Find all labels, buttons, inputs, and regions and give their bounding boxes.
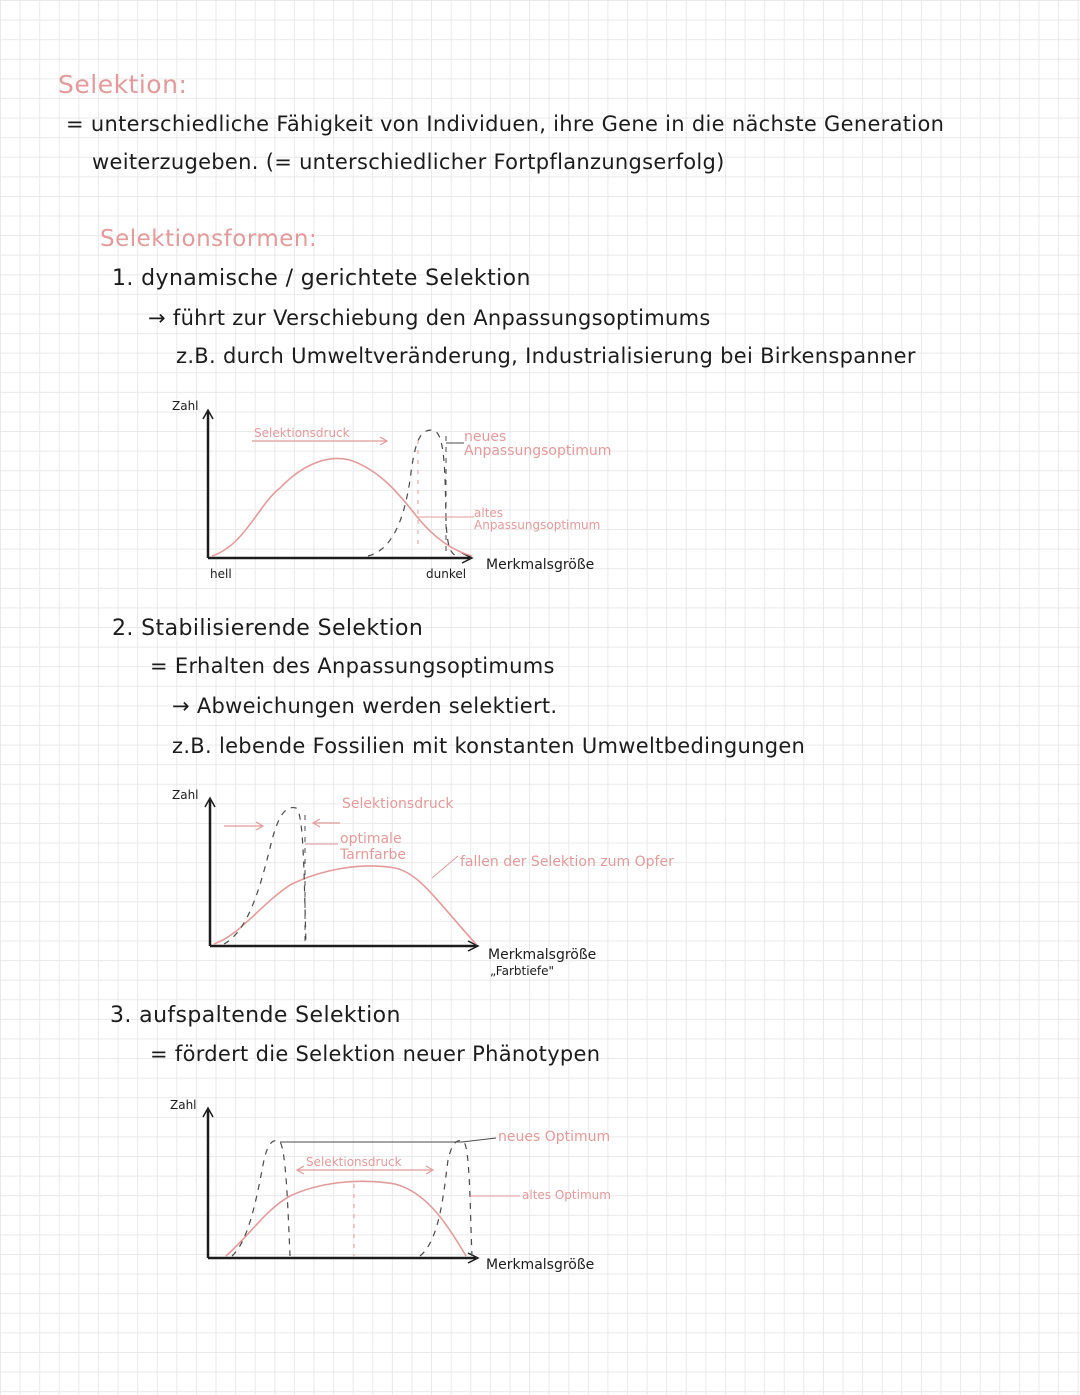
definition-line-1: = unterschiedliche Fähigkeit von Individuen, ihre Gene in die nächste Generation [66,112,945,136]
diagram-1-old-optimum-1: altes [474,506,504,520]
section-3-line-1: = fördert die Selektion neuer Phänotypen [150,1042,601,1066]
section-2-line-2: → Abweichungen werden selektiert. [172,694,558,718]
diagram-1-new-optimum-2: Anpassungsoptimum [464,443,612,459]
forms-heading: Selektionsformen: [100,226,318,252]
diagram-1-x-label: Merkmalsgröße [486,557,595,573]
diagram-1-new-optimum-1: neues [464,429,507,445]
section-2-line-3: z.B. lebende Fossilien mit konstanten Umweltbedingungen [172,734,806,758]
section-2-heading: 2. Stabilisierende Selektion [112,616,424,641]
diagram-3-old-curve [226,1181,466,1256]
diagram-3-old-optimum: altes Optimum [522,1188,611,1202]
diagram-2-optimal-2: Tarnfarbe [340,847,406,863]
diagram-1-y-label: Zahl [172,399,199,413]
diagram-2-x-label-1: Merkmalsgröße [488,947,597,963]
section-2-line-1: = Erhalten des Anpassungsoptimums [150,654,555,678]
definition-line-2: weiterzugeben. (= unterschiedlicher Fortpflanzungserfolg) [92,150,725,174]
diagram-3-left-peak [232,1141,290,1256]
diagram-1-x-left: hell [210,567,232,581]
section-3-heading: 3. aufspaltende Selektion [110,1003,401,1028]
diagram-1-x-right: dunkel [426,567,467,581]
diagram-2-optimal-1: optimale [340,831,402,847]
diagram-3-right-peak [420,1141,472,1256]
diagram-2-y-label: Zahl [172,788,199,802]
diagram-3-new-leader [462,1138,496,1142]
diagram-2-victims-label: fallen der Selektion zum Opfer [460,854,674,870]
diagram-3-y-label: Zahl [170,1098,197,1112]
section-1-line-2: z.B. durch Umweltveränderung, Industrialisierung bei Birkenspanner [176,344,916,368]
diagram-3-new-optimum: neues Optimum [498,1129,611,1145]
diagram-2-pressure-label: Selektionsdruck [342,796,454,812]
section-1-heading: 1. dynamische / gerichtete Selektion [112,266,531,291]
diagram-2-x-label-2: „Farbtiefe" [490,964,555,978]
diagram-1-pressure-label: Selektionsdruck [254,426,350,440]
diagram-1-old-optimum-2: Anpassungsoptimum [474,518,601,532]
section-1-line-1: → führt zur Verschiebung den Anpassungsoptimums [148,306,711,330]
page-title: Selektion: [58,70,188,99]
diagram-3-x-label: Merkmalsgröße [486,1257,595,1273]
diagram-3-pressure-label: Selektionsdruck [306,1155,402,1169]
